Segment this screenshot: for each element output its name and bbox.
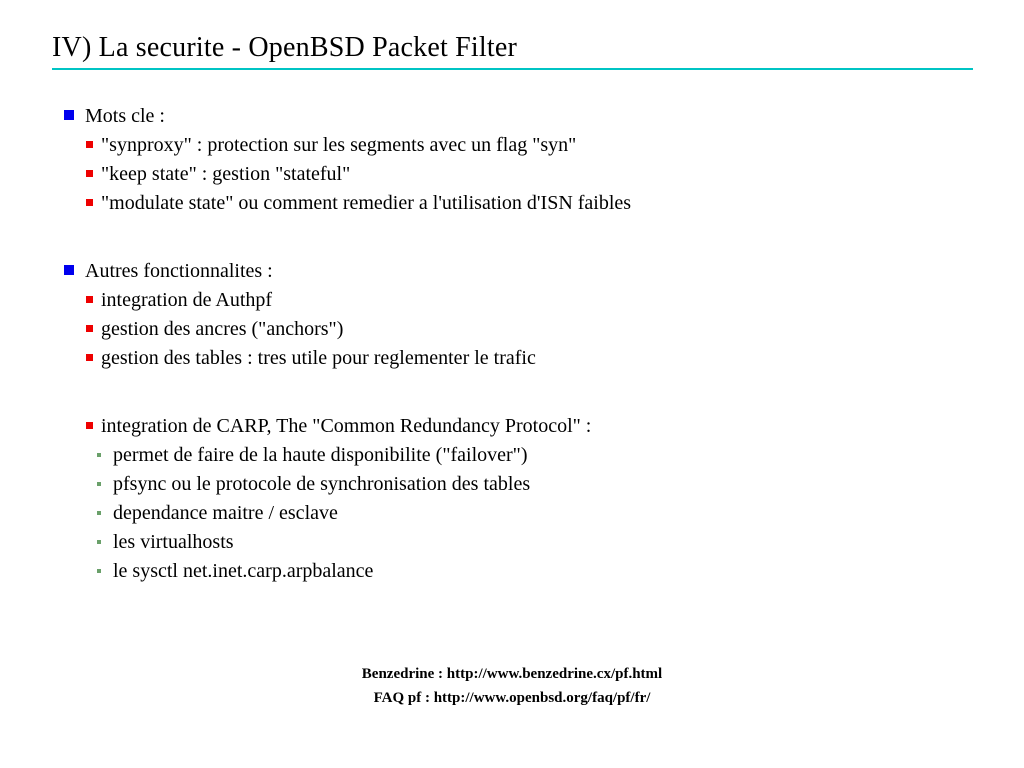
page-title: IV) La securite - OpenBSD Packet Filter bbox=[52, 32, 518, 63]
slide-content bbox=[64, 102, 994, 586]
list-item bbox=[86, 315, 994, 344]
list-item bbox=[86, 131, 994, 160]
list-item bbox=[97, 441, 994, 470]
list-item bbox=[97, 499, 994, 528]
bullet-text: permet de faire de la haute disponibilite ("failover") bbox=[113, 444, 528, 466]
list-item bbox=[97, 557, 994, 586]
bullet-text: le sysctl net.inet.carp.arpbalance bbox=[113, 560, 374, 582]
footer-reference-line: Benzedrine : http://www.benzedrine.cx/pf.html bbox=[361, 666, 663, 682]
list-item bbox=[86, 344, 994, 373]
section-heading: Autres fonctionnalites : bbox=[85, 260, 273, 282]
section-heading: Mots cle : bbox=[85, 105, 165, 127]
square-bullet-icon bbox=[86, 354, 93, 361]
square-bullet-icon bbox=[86, 199, 93, 206]
bullet-text: "modulate state" ou comment remedier a l'utilisation d'ISN faibles bbox=[101, 192, 632, 214]
square-bullet-icon bbox=[86, 422, 93, 429]
list-item bbox=[64, 257, 994, 286]
square-bullet-icon bbox=[86, 296, 93, 303]
list-item bbox=[86, 160, 994, 189]
list-item bbox=[64, 102, 994, 131]
square-bullet-icon bbox=[86, 325, 93, 332]
dot-bullet-icon bbox=[97, 482, 101, 486]
dot-bullet-icon bbox=[97, 511, 101, 515]
list-item bbox=[86, 286, 994, 315]
bullet-text: gestion des tables : tres utile pour reglementer le trafic bbox=[101, 347, 536, 369]
bullet-text: dependance maitre / esclave bbox=[113, 502, 338, 524]
title-underline bbox=[52, 68, 973, 70]
bullet-text: integration de CARP, The "Common Redundancy Protocol" : bbox=[101, 415, 592, 437]
dot-bullet-icon bbox=[97, 569, 101, 573]
list-item bbox=[86, 189, 994, 218]
bullet-text: integration de Authpf bbox=[101, 289, 273, 311]
list-item bbox=[97, 470, 994, 499]
list-item bbox=[97, 528, 994, 557]
square-bullet-icon bbox=[64, 110, 74, 120]
dot-bullet-icon bbox=[97, 453, 101, 457]
square-bullet-icon bbox=[86, 141, 93, 148]
bullet-text: pfsync ou le protocole de synchronisation des tables bbox=[113, 473, 531, 495]
bullet-text: les virtualhosts bbox=[113, 531, 234, 553]
footer bbox=[0, 662, 1024, 710]
dot-bullet-icon bbox=[97, 540, 101, 544]
bullet-text: gestion des ancres ("anchors") bbox=[101, 318, 344, 340]
bullet-text: "synproxy" : protection sur les segments avec un flag "syn" bbox=[101, 134, 577, 156]
list-item bbox=[86, 412, 994, 441]
footer-reference-line: FAQ pf : http://www.openbsd.org/faq/pf/fr/ bbox=[373, 690, 651, 706]
square-bullet-icon bbox=[64, 265, 74, 275]
bullet-text: "keep state" : gestion "stateful" bbox=[101, 163, 351, 185]
square-bullet-icon bbox=[86, 170, 93, 177]
